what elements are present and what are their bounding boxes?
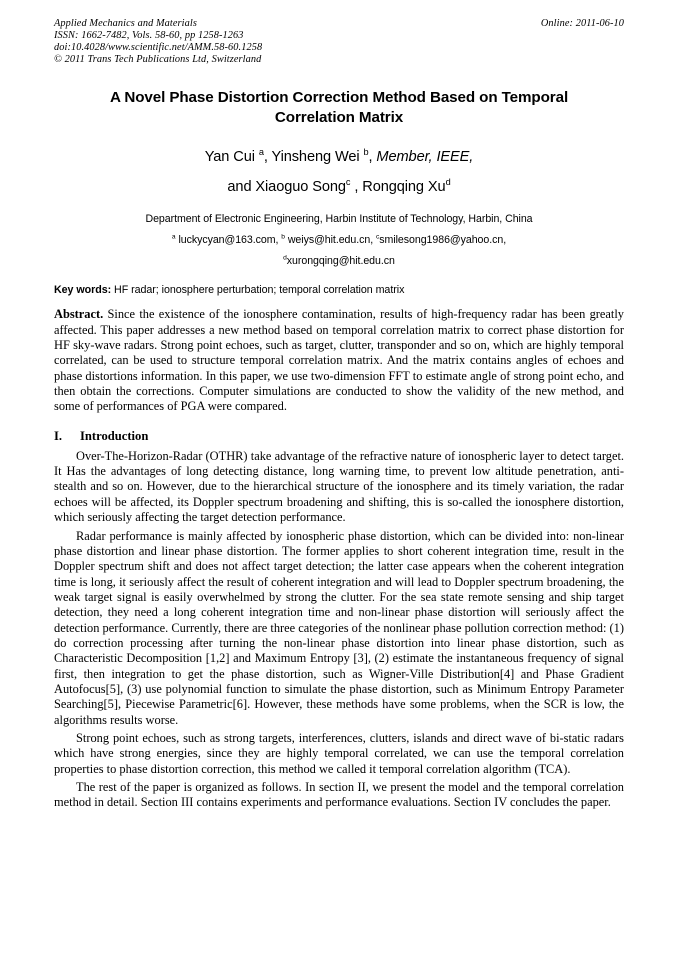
section-title: Introduction xyxy=(80,428,149,443)
keywords xyxy=(54,283,624,297)
section-number: I. xyxy=(54,428,63,443)
email-c[interactable]: smilesong1986@yahoo.cn, xyxy=(379,234,507,247)
author-yinsheng-wei: , Yinsheng Wei xyxy=(263,149,364,166)
author-xiaoguo-song: and Xiaoguo Song xyxy=(227,179,346,196)
email-marker-a: a xyxy=(171,233,176,241)
journal-header xyxy=(54,18,624,66)
member-ieee: Member, IEEE, xyxy=(376,149,474,166)
email-list xyxy=(54,230,624,272)
email-marker-c: c xyxy=(376,233,380,241)
keywords-label: Key words: xyxy=(54,284,112,297)
affiliation: Department of Electronic Engineering, Harbin Institute of Technology, Harbin, China xyxy=(145,213,533,226)
email-line-2 xyxy=(54,251,624,272)
author-marker-a: a xyxy=(258,147,264,158)
section-heading-introduction xyxy=(54,428,624,444)
copyright-line: © 2011 Trans Tech Publications Ltd, Switzerland xyxy=(54,54,262,66)
journal-name: Applied Mechanics and Materials xyxy=(54,18,197,29)
issn-line: ISSN: 1662-7482, Vols. 58-60, pp 1258-1263 xyxy=(54,30,244,42)
email-a[interactable]: luckycyan@163.com, xyxy=(175,234,282,247)
body-paragraph: The rest of the paper is organized as follows. In section II, we present the model and the temporal correlation method in detail. Section III contains experiments and performance evaluations. Section IV concludes the paper. xyxy=(54,780,624,810)
online-date: Online: 2011-06-10 xyxy=(540,18,624,29)
author-yan-cui: Yan Cui xyxy=(204,149,259,166)
author-separator: , xyxy=(368,149,377,166)
body-paragraph: Over-The-Horizon-Radar (OTHR) take advantage of the refractive nature of ionospheric layer to detect target. It Has the advantages of long detecting distance, long warning time, to prevent low altitude penetration, anti-stealth and so on. However, due to the hierarchical structure of the ionosphere and its timely variation, the radar echoes will be affected, its Doppler spectrum broadening and shifting, this is so-called the ionosphere distortion, which seriously affecting the target detection performance. xyxy=(54,448,624,525)
author-line-1 xyxy=(54,142,624,172)
email-line-1 xyxy=(54,230,624,251)
body-paragraph: Radar performance is mainly affected by ionospheric phase distortion, which can be divided into: non-linear phase distortion and linear phase distortion. The former applies to short coherent integration time, result in the Doppler spectrum shift and does not affect target detection; the latter case appears when the coherent integration time is long, it seriously affect the result of coherent integration and will lead to Doppler spectrum broadening, the weak target signal is easily overwhelmed by strong the clutter. For the sea state remote sensing and ship target detection, they need a long coherent integration time and non-linear phase distortion will seriously affect the detection performance. Currently, there are three categories of the nonlinear phase pollution correction method: (1) do correction processing after turning the non-linear phase distortion into linear phase distortion, such as Characteristic Decomposition [1,2] and Maximum Entropy [3], (2) estimate the instantaneous frequency of signal first, then integration to get the phase distortion, such as Wigner-Ville Distribution[4] and Phase Gradient Autofocus[5], (3) use polynomial function to simulate the phase distortion, such as Minimum Entropy Parameter Searching[5], Piecewise Parametric[6]. However, these methods have some problems, when the SCR is low, the algorithms results worse. xyxy=(54,528,624,727)
body-paragraph: Strong point echoes, such as strong targets, interferences, clutters, islands and direct wave of bi-static radars which have strong energies, since they are highly temporal correlated, we can use the temporal correlation properties to phase distortion correction, this method we called it temporal correlation algorithm (TCA). xyxy=(54,730,624,776)
doi-line: doi:10.4028/www.scientific.net/AMM.58-60.1258 xyxy=(54,42,263,54)
author-rongqing-xu: , Rongqing Xu xyxy=(350,179,446,196)
author-line-2 xyxy=(54,172,624,202)
abstract-text: Since the existence of the ionosphere contamination, results of high-frequency radar has been greatly affected. This paper addresses a new method based on temporal correlation matrix to correct phase distortion for HF sky-wave radars. Strong point echoes, such as target, clutter, transponder and so on, which are highly temporal correlated, can be used to structure temporal correlation matrix. And the matrix contains angles of echoes and phase distortions information. In this paper, we use two-dimension FFT to estimate angle of strong point echo, and then obtain the corrections. Computer simulations are conducted to show the validity of the new method, and some of performances of PGA were compared. xyxy=(54,307,624,414)
keywords-value: HF radar; ionosphere perturbation; temporal correlation matrix xyxy=(111,284,405,297)
author-list xyxy=(54,142,624,202)
abstract xyxy=(54,307,624,414)
abstract-label: Abstract. xyxy=(54,307,104,322)
page-title: A Novel Phase Distortion Correction Method Based on Temporal Correlation Matrix xyxy=(109,89,569,126)
author-marker-d: d xyxy=(445,177,451,188)
email-d[interactable]: xurongqing@hit.edu.cn xyxy=(286,255,395,268)
author-marker-c: c xyxy=(345,177,351,188)
author-marker-b: b xyxy=(363,147,369,158)
email-marker-b: b xyxy=(281,233,285,241)
email-marker-d: d xyxy=(283,254,287,262)
email-b[interactable]: weiys@hit.edu.cn, xyxy=(284,234,377,247)
